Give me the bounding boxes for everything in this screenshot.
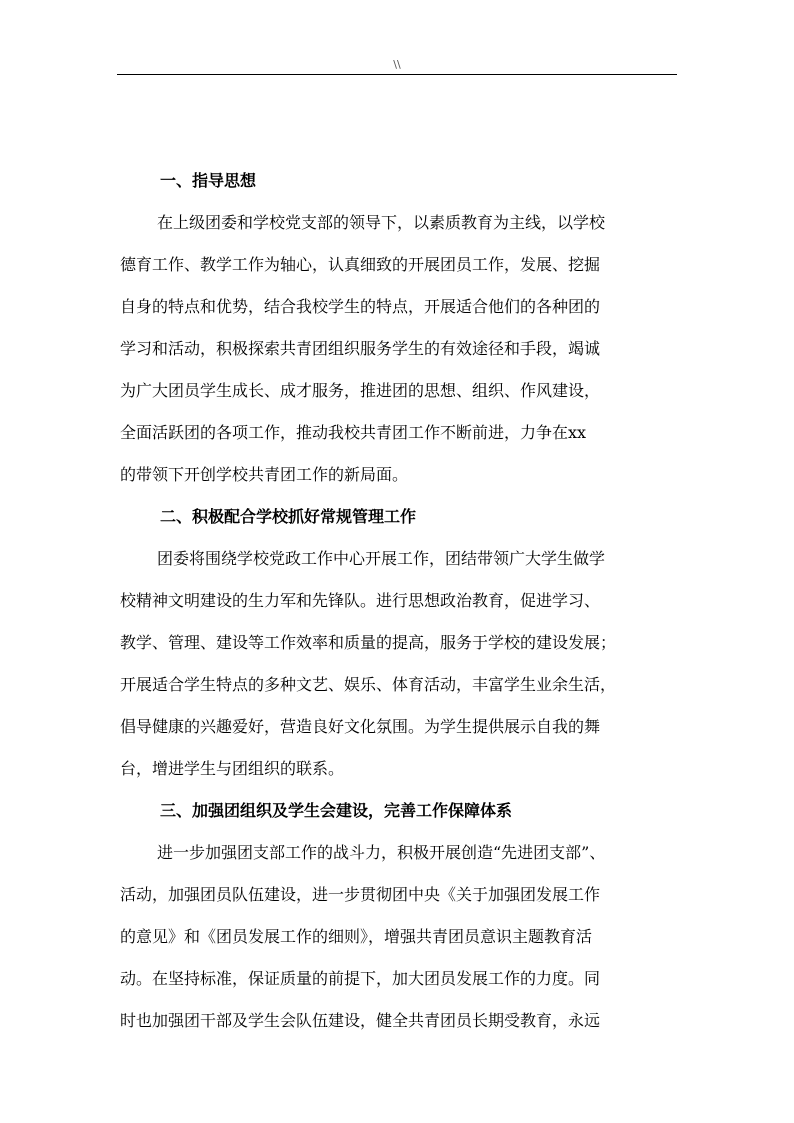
section-heading-routine-management: 二、积极配合学校抓好常规管理工作: [160, 507, 417, 526]
paragraph-line: 活动，加强团员队伍建设，进一步贯彻团中央《关于加强团发展工作: [120, 885, 601, 904]
section-heading-organization-building: 三、加强团组织及学生会建设，完善工作保障体系: [160, 801, 513, 820]
paragraph-line: 倡导健康的兴趣爱好，营造良好文化氛围。为学生提供展示自我的舞: [120, 717, 601, 736]
paragraph-line: 学习和活动，积极探索共青团组织服务学生的有效途径和手段，竭诚: [120, 339, 601, 358]
page-header-mark: \\: [393, 58, 401, 71]
paragraph-line: 全面活跃团的各项工作，推动我校共青团工作不断前进，力争在xx: [120, 423, 587, 442]
paragraph-line: 的带领下开创学校共青团工作的新局面。: [120, 465, 409, 484]
header-rule: [117, 74, 677, 75]
paragraph-line: 校精神文明建设的生力军和先锋队。进行思想政治教育，促进学习、: [120, 591, 601, 610]
document-body: [120, 160, 676, 1042]
paragraph-line: 自身的特点和优势，结合我校学生的特点，开展适合他们的各种团的: [120, 297, 601, 316]
paragraph-line: 教学、管理、建设等工作效率和质量的提高，服务于学校的建设发展；: [120, 633, 617, 652]
paragraph-line: 为广大团员学生成长、成才服务，推进团的思想、组织、作风建设，: [120, 381, 601, 400]
paragraph-line: 进一步加强团支部工作的战斗力，积极开展创造“先进团支部”、: [157, 843, 606, 862]
paragraph-line: 在上级团委和学校党支部的领导下，以素质教育为主线，以学校: [157, 213, 606, 232]
paragraph-line: 德育工作、教学工作为轴心，认真细致的开展团员工作，发展、挖掘: [120, 255, 601, 274]
paragraph-line: 团委将围绕学校党政工作中心开展工作，团结带领广大学生做学: [157, 549, 606, 568]
paragraph-line: 动。在坚持标准，保证质量的前提下，加大团员发展工作的力度。同: [120, 969, 601, 988]
paragraph-line: 台，增进学生与团组织的联系。: [120, 759, 345, 778]
paragraph-line: 开展适合学生特点的多种文艺、娱乐、体育活动，丰富学生业余生活，: [120, 675, 617, 694]
paragraph-line: 时也加强团干部及学生会队伍建设，健全共青团员长期受教育，永远: [120, 1011, 601, 1030]
paragraph-line: 的意见》和《团员发展工作的细则》，增强共青团员意识主题教育活: [120, 927, 593, 946]
section-heading-guiding-ideology: 一、指导思想: [160, 171, 257, 190]
